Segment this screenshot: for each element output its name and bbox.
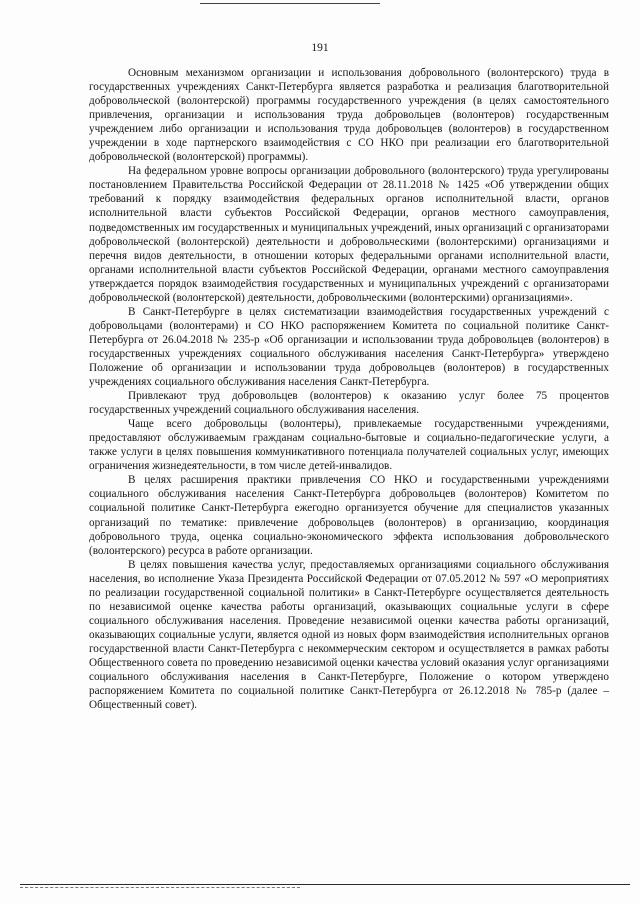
- paragraph-volunteer-share: Привлекают труд добровольцев (волонтеров) к оказанию услуг более 75 процентов государственных учреждений социального обслуживания населения.: [89, 390, 609, 417]
- bottom-rule: [20, 884, 630, 885]
- document-body: [89, 66, 609, 712]
- paragraph-volunteer-mechanism: Основным механизмом организации и использования добровольного (волонтерского) труда в государственных учреждениях Санкт-Петербурга является разработка и реализация благотворительной добровольческой (волонтерской) программы государственного учреждения (в целях самостоятельного привлечения, организации и использования труда добровольцев (волонтеров) государственным учреждением либо организации и использования труда добровольцев (волонтеров) в государственном учреждении в ходе партнерского взаимодействия с СО НКО при реализации его благотворительной добровольческой (волонтерской) программы).: [89, 67, 609, 164]
- paragraph-federal-regulation: На федеральном уровне вопросы организации добровольного (волонтерского) труда урегулированы постановлением Правительства Российской Федерации от 28.11.2018 № 1425 «Об утверждении общих требований к порядку взаимодействия федеральных органов исполнительной власти, органов исполнительной власти субъектов Российской Федерации, органов местного самоуправления, подведомственных им государственных и муниципальных учреждений, иных организаций с организаторами добровольческой (волонтерской) деятельности и добровольческими (волонтерскими) организациями и перечня видов деятельности, в отношении которых федеральными органами исполнительной власти, органами исполнительной власти субъектов Российской Федерации, органами местного самоуправления утверждается порядок взаимодействия государственных и муниципальных учреждений с организаторами добровольческой (волонтерской) деятельности, добровольческими (волонтерскими) организациями».: [89, 165, 610, 304]
- paragraph-quality-assessment: В целях повышения качества услуг, предоставляемых организациями социального обслуживания населения, во исполнение Указа Президента Российской Федерации от 07.05.2012 № 597 «О мероприятиях по реализации государственной социальной политики» в Санкт-Петербурге осуществляется деятельность по независимой оценке качества работы организаций, оказывающих социальные услуги в сфере социального обслуживания населения. Проведение независимой оценки качества работы организаций, оказывающих социальные услуги, является одной из новых форм взаимодействия исполнительных органов государственной власти Санкт-Петербурга с некоммерческим сектором и осуществляется в рамках работы Общественного совета по проведению независимой оценки качества условий оказания услуг организациями социального обслуживания населения в Санкт-Петербурге, Положение о котором утверждено распоряжением Комитета по социальной политике Санкт-Петербурга от 26.12.2018 № 785-р (далее – Общественный совет).: [89, 558, 609, 712]
- paragraph-training: В целях расширения практики привлечения СО НКО и государственными учреждениями социального обслуживания населения Санкт-Петербурга добровольцев (волонтеров) Комитетом по социальной политике Санкт-Петербурга ежегодно организуется обучение для специалистов указанных организаций по тематике: привлечение добровольцев (волонтеров) в организацию, координация добровольного труда, оценка социально-экономического эффекта использования добровольческого (волонтерского) ресурса в работе организации.: [89, 474, 609, 557]
- top-rule: [200, 3, 380, 4]
- bottom-rule-dashed: [20, 887, 300, 888]
- page-number: 191: [311, 42, 329, 54]
- paragraph-volunteer-services: Чаще всего добровольцы (волонтеры), привлекаемые государственными учреждениями, предоставляют обслуживаемым гражданам социально-бытовые и социально-педагогические услуги, а также услуги в целях повышения коммуникативного потенциала получателей социальных услуг, имеющих ограничения жизнедеятельности, в том числе детей-инвалидов.: [89, 418, 609, 473]
- paragraph-spb-regulation: В Санкт-Петербурге в целях систематизации взаимодействия государственных учреждений с добровольцами (волонтерами) и СО НКО распоряжением Комитета по социальной политике Санкт-Петербурга от 26.04.2018 № 235-р «Об организации и использовании труда добровольцев (волонтеров) в государственных учреждениях социального обслуживания населения Санкт-Петербурга» утверждено Положение об организации и использовании труда добровольцев (волонтеров) в государственных учреждениях социального обслуживания населения Санкт-Петербурга.: [89, 305, 609, 389]
